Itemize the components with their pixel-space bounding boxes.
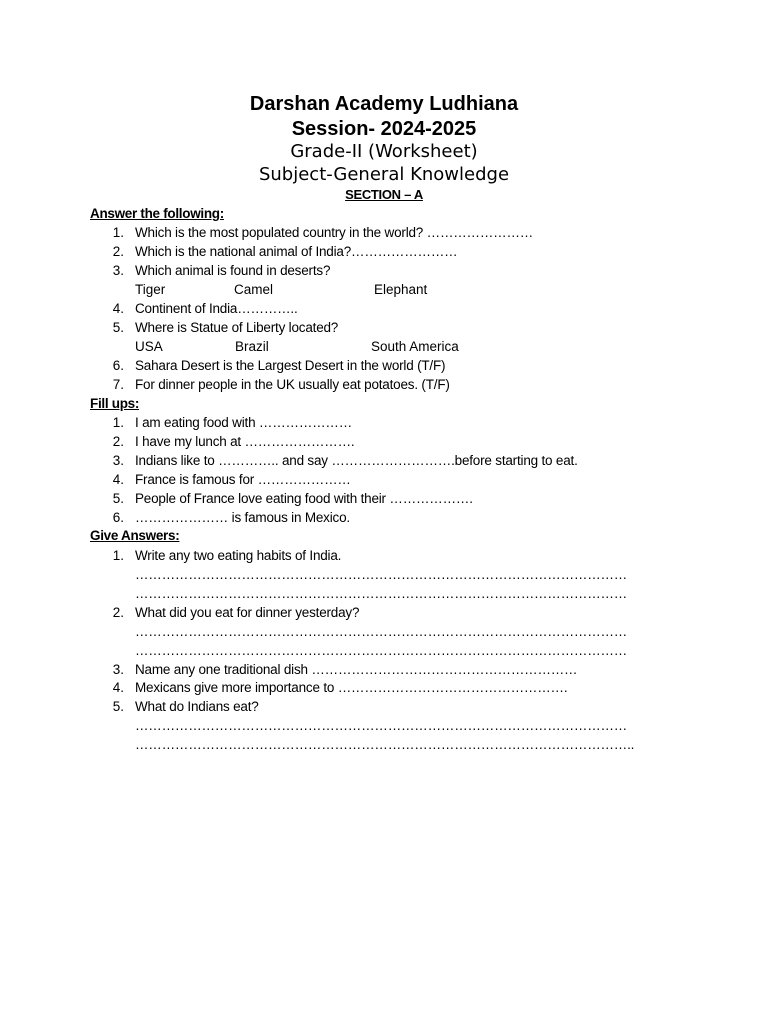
question-number: 1. xyxy=(112,225,124,240)
question-number: 5. xyxy=(112,320,124,335)
option-text: Camel xyxy=(234,282,274,297)
answer-line: ………………………………………………………………………………………………….. xyxy=(135,737,635,752)
question-number: 4. xyxy=(112,472,124,487)
question-text: I have my lunch at ……………………. xyxy=(135,434,355,449)
question-text: Sahara Desert is the Largest Desert in the world (T/F) xyxy=(135,358,446,373)
subject-title: Subject-General Knowledge xyxy=(258,164,510,185)
question-text: Write any two eating habits of India. xyxy=(135,548,342,563)
question-text: Which animal is found in deserts? xyxy=(135,263,331,278)
answer-line: ………………………………………………………………………………………………… xyxy=(135,624,628,639)
question-number: 6. xyxy=(112,510,124,525)
answer-line: ………………………………………………………………………………………………… xyxy=(135,718,628,733)
question-text: What do Indians eat? xyxy=(135,699,259,714)
fill-section-heading: Fill ups: xyxy=(90,396,140,411)
question-number: 7. xyxy=(112,377,124,392)
question-text: Continent of India………….. xyxy=(135,301,298,316)
question-number: 3. xyxy=(112,662,124,677)
option-text: South America xyxy=(371,339,459,354)
question-number: 4. xyxy=(112,301,124,316)
option-text: Elephant xyxy=(374,282,428,297)
answer-line: ………………………………………………………………………………………………… xyxy=(135,567,628,582)
question-number: 2. xyxy=(112,244,124,259)
question-number: 5. xyxy=(112,491,124,506)
question-number: 2. xyxy=(112,605,124,620)
question-text: Name any one traditional dish …………………………………………………… xyxy=(135,662,578,677)
question-number: 1. xyxy=(112,415,124,430)
question-text: ………………… is famous in Mexico. xyxy=(135,510,350,525)
question-number: 6. xyxy=(112,358,124,373)
question-text: Indians like to ………….. and say ……………………….before starting to eat. xyxy=(135,453,578,468)
give-section-heading: Give Answers: xyxy=(90,528,180,543)
answer-section-heading: Answer the following: xyxy=(90,206,224,221)
question-number: 3. xyxy=(112,453,124,468)
option-text: USA xyxy=(135,339,163,354)
question-text: Where is Statue of Liberty located? xyxy=(135,320,339,335)
question-text: I am eating food with ………………… xyxy=(135,415,353,430)
option-text: Brazil xyxy=(235,339,269,354)
question-number: 3. xyxy=(112,263,124,278)
question-number: 1. xyxy=(112,548,124,563)
grade-title: Grade-II (Worksheet) xyxy=(290,141,478,162)
answer-line: ………………………………………………………………………………………………… xyxy=(135,586,628,601)
school-name: Darshan Academy Ludhiana xyxy=(249,93,519,115)
session-title: Session- 2024-2025 xyxy=(291,118,477,140)
question-text: Which is the most populated country in the world? …………………… xyxy=(135,225,534,240)
question-text: People of France love eating food with their ………………. xyxy=(135,491,473,506)
question-number: 5. xyxy=(112,699,124,714)
question-text: Mexicans give more importance to ……………………………………………. xyxy=(135,680,568,695)
section-title: SECTION – A xyxy=(345,187,423,202)
answer-line: ………………………………………………………………………………………………… xyxy=(135,643,628,658)
question-text: Which is the national animal of India?…………………… xyxy=(135,244,458,259)
question-text: For dinner people in the UK usually eat potatoes. (T/F) xyxy=(135,377,450,392)
option-text: Tiger xyxy=(135,282,166,297)
question-text: France is famous for ………………… xyxy=(135,472,351,487)
question-number: 4. xyxy=(112,680,124,695)
question-text: What did you eat for dinner yesterday? xyxy=(135,605,360,620)
question-number: 2. xyxy=(112,434,124,449)
